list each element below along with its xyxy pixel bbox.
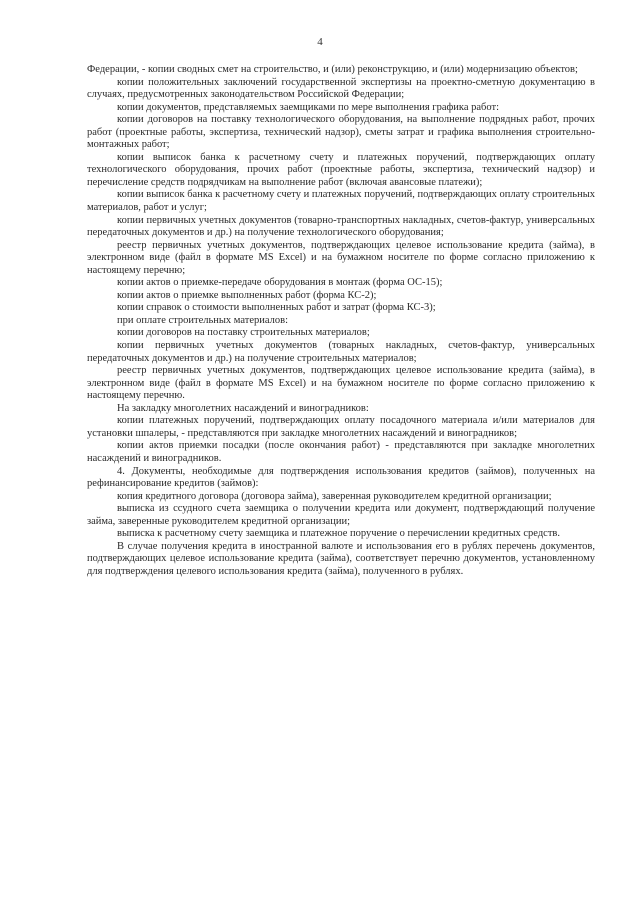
page-number: 4: [317, 36, 323, 48]
paragraph: реестр первичных учетных документов, подтверждающих целевое использование кредита (займа), в электронном виде (файл в формате MS Excel) и на бумажном носителе по форме согласно приложению к настоящему перечню;: [87, 239, 595, 276]
paragraph: копии договоров на поставку технологического оборудования, на выполнение подрядных работ, прочих работ (проектные работы, экспертиза, технический надзор), сметы затрат и графика выполнения строительно-монтажных работ;: [87, 114, 595, 151]
paragraph: выписка из ссудного счета заемщика о получении кредита или документ, подтверждающий получение займа, заверенные руководителем кредитной организации;: [87, 503, 595, 527]
paragraph: копии справок о стоимости выполненных работ и затрат (форма КС-3);: [117, 302, 436, 314]
paragraph: копии договоров на поставку строительных материалов;: [117, 327, 370, 339]
paragraph: 4. Документы, необходимые для подтверждения использования кредитов (займов), полученных на рефинансирование кредитов (займов):: [87, 465, 595, 490]
paragraph: выписка к расчетному счету заемщика и платежное поручение о перечислении кредитных средств.: [117, 528, 561, 540]
paragraph: На закладку многолетних насаждений и виноградников:: [117, 402, 369, 414]
paragraph: копии первичных учетных документов (товарно-транспортных накладных, счетов-фактур, универсальных передаточных документов и др.) на получение технологического оборудования;: [87, 214, 595, 239]
paragraph: копии положительных заключений государственной экспертизы на проектно-сметную документацию в случаях, предусмотренных законодательством Российской Федерации;: [87, 76, 595, 101]
paragraph: копии выписок банка к расчетному счету и платежных поручений, подтверждающих оплату технологического оборудования, прочих работ (проектные работы, экспертиза, технический надзор) и перечисление средств подрядчикам на выполнение работ (включая авансовые платежи);: [87, 151, 595, 188]
paragraph: реестр первичных учетных документов, подтверждающих целевое использование кредита (займа), в электронном виде (файл в формате MS Excel) и на бумажном носителе по форме согласно приложению к настоящему перечню.: [87, 365, 595, 402]
paragraph: копии выписок банка к расчетному счету и платежных поручений, подтверждающих оплату строительных материалов, работ и услуг;: [87, 189, 595, 214]
paragraph: копии актов о приемке выполненных работ (форма КС-2);: [117, 289, 377, 301]
paragraph: копии актов приемки посадки (после окончания работ) - представляются при закладке многолетних насаждений и виноградников.: [87, 440, 595, 464]
paragraph: копия кредитного договора (договора займа), заверенная руководителем кредитной организации;: [117, 490, 552, 502]
paragraph: копии платежных поручений, подтверждающих оплату посадочного материала и/или материалов для установки шпалеры, - представляются при закладке многолетних насаждений и виноградников;: [87, 415, 595, 439]
paragraph: копии актов о приемке-передаче оборудования в монтаж (форма ОС-15);: [117, 277, 443, 289]
paragraph: Федерации, - копии сводных смет на строительство, и (или) реконструкцию, и (или) модернизацию объектов;: [87, 64, 578, 75]
paragraph: копии документов, представляемых заемщиками по мере выполнения графика работ:: [117, 101, 500, 113]
document-body: [87, 64, 595, 578]
paragraph: копии первичных учетных документов (товарных накладных, счетов-фактур, универсальных передаточных документов и др.) на получение строительных материалов;: [87, 340, 595, 364]
paragraph: В случае получения кредита в иностранной валюте и использования его в рублях перечень документов, подтверждающих целевое использование кредита (займа), соответствует перечню документов, установленному для подтверждения целевого использования кредита (займа), полученного в рублях.: [87, 540, 595, 577]
paragraph: при оплате строительных материалов:: [117, 314, 289, 326]
